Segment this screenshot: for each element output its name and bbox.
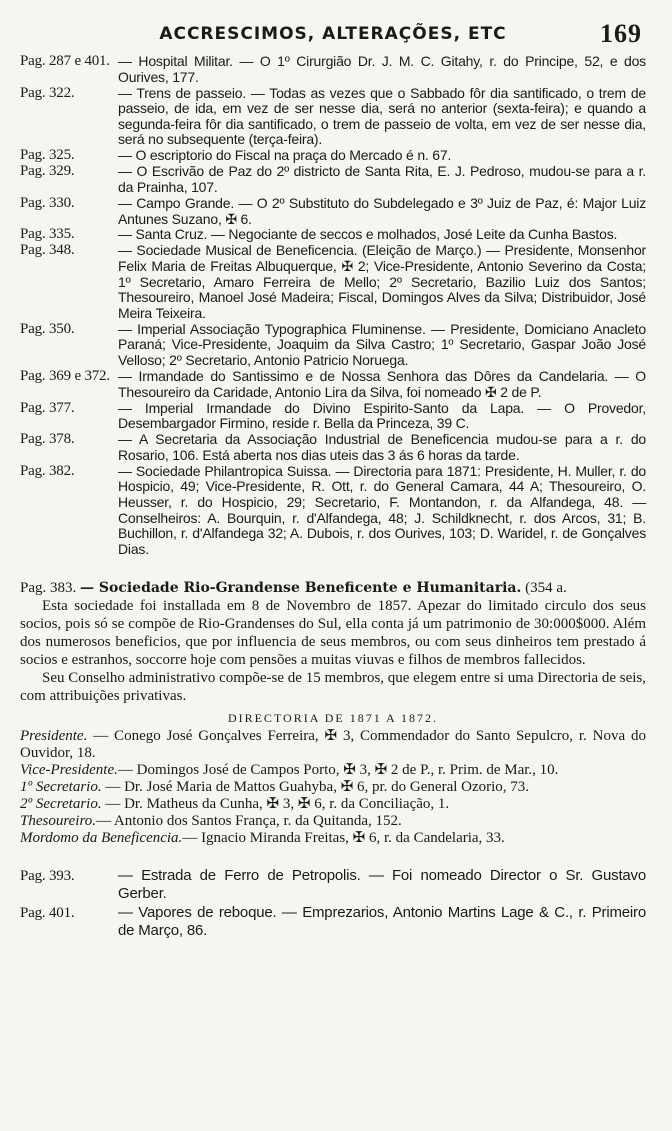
member-text: — Conego José Gonçalves Ferreira, ✠ 3, Commendador do Santo Sepulcro, r. Nova do Ouvidor, 18. [20,728,646,762]
member-text: — Domingos José de Campos Porto, ✠ 3, ✠ 2 de P., r. Prim. de Mar., 10. [117,762,559,779]
entry-ref: Pag. 350. [20,320,75,337]
entry [20,54,646,85]
member-role: Vice-Presidente. [20,762,118,779]
entry [20,148,646,164]
entry-text: — A Secretaria da Associação Industrial de Beneficencia mudou-se para a r. do Rosario, 106. Está aberta nos dias uteis das 3 ás 6 horas da tarde. [118,431,646,463]
society-ref: Pag. 383. [20,580,77,597]
entry-ref: Pag. 377. [20,399,75,416]
entry-text: — Hospital Militar. — O 1º Cirurgião Dr. J. M. C. Gitahy, r. do Principe, 52, e dos Ourives, 177. [118,53,646,85]
society-paragraph: Seu Conselho administrativo compõe-se de 15 membros, que elegem entre si uma Directoria de seis, com attribuições privativas. [20,670,647,705]
entry-text: — Sociedade Philantropica Suissa. — Directoria para 1871: Presidente, H. Muller, r. do Hospicio, 49; Vice-Presidente, R. Ott, r. do General Camara, 44 A; Thesoureiro, O. Heusser, r. do Hospicio, 29; Secretario, F. Montandon, r. da Alfandega, 48. — Conselheiros: A. Bourquin, r. d'Alfandega, 48; J. Schildknecht, r. dos Arcos, 31; B. Buchillon, r. d'Alfandega 32; A. Dubois, r. dos Ourives, 103; D. Waridel, r. de Gonçalves Dias. [118,462,646,557]
entry-text: — O Escrivão de Paz do 2º districto de Santa Rita, E. J. Pedroso, mudou-se para a r. da Prainha, 107. [118,163,646,195]
entry [20,432,646,463]
entries-list [20,54,646,557]
society-title: — Sociedade Rio-Grandense Beneficente e Humanitaria. [80,580,522,597]
society-heading [20,579,646,597]
member-role: 2º Secretario. [20,796,102,813]
entry-text: — Irmandade do Santissimo e de Nossa Senhora das Dôres da Candelaria. — O Thesoureiro da Caridade, Antonio Lira da Silva, foi nomeado ✠ 2 de P. [118,368,646,400]
member-text: — Antonio dos Santos França, r. da Quitanda, 152. [95,813,402,830]
entry [20,904,646,940]
entry-ref: Pag. 401. [20,904,75,921]
running-header [20,14,646,54]
entry [20,322,646,369]
member-text: — Dr. José Maria de Mattos Guahyba, ✠ 6, pr. do General Ozorio, 73. [105,779,530,796]
entry-text: — Estrada de Ferro de Petropolis. — Foi nomeado Director o Sr. Gustavo Gerber. [118,867,646,903]
tail-entries [20,867,646,939]
entry [20,243,646,321]
running-title: ACCRESCIMOS, ALTERAÇÕES, ETC [159,24,507,44]
member-role: Mordomo da Beneficencia. [20,830,183,847]
entry [20,86,646,148]
member-role: 1º Secretario. [20,779,102,796]
entry-ref: Pag. 335. [20,226,75,243]
member-text: — Ignacio Miranda Freitas, ✠ 6, r. da Candelaria, 33. [182,830,505,847]
member-role: Presidente. [20,728,88,745]
page [20,14,646,940]
entry-text: — Imperial Irmandade do Divino Espirito-Santo da Lapa. — O Provedor, Desembargador Firmino, reside r. Bella da Princeza, 39 C. [118,399,646,432]
directoria-list [20,728,646,847]
entry-ref: Pag. 287 e 401. [20,53,110,69]
entry-ref: Pag. 329. [20,163,75,180]
entry-text: — Sociedade Musical de Beneficencia. (Eleição de Março.) — Presidente, Monsenhor Felix Maria de Freitas Albuquerque, ✠ 2; Vice-Presidente, Antonio Severino da Costa; 1º Secretario, Amaro Ferreira de Mello; 2º Secretario, Bazilio Luiz dos Santos; Thesoureiro, Manoel José Madeira; Fiscal, Domingos Alves da Silva; Distribuidor, José Meira Teixeira. [118,242,646,321]
directoria-member [20,779,646,796]
directoria-member [20,830,646,847]
entry [20,401,646,432]
directoria-title: DIRECTORIA DE 1871 A 1872. [227,711,439,726]
entry-ref: Pag. 325. [20,147,75,164]
entry-ref: Pag. 330. [20,194,75,211]
entry [20,867,646,903]
entry [20,369,646,400]
entry-ref: Pag. 378. [20,431,75,448]
entry [20,464,646,558]
entry [20,164,646,195]
entry-ref: Pag. 393. [20,868,75,885]
member-text: — Dr. Matheus da Cunha, ✠ 3, ✠ 6, r. da Conciliação, 1. [105,796,450,813]
page-number: 169 [600,19,642,48]
entry-text: — Campo Grande. — O 2º Substituto do Subdelegado e 3º Juiz de Paz, é: Major Luiz Antunes Suzano, ✠ 6. [118,194,646,227]
entry-text: — Imperial Associação Typographica Fluminense. — Presidente, Domiciano Anacleto Paraná; Vice-Presidente, Joaquim da Silva Castro; 1º Secretario, Gaspar João José Velloso; 2º Secretario, Antonio Patricio Noruega. [118,320,646,369]
member-role: Thesoureiro. [20,813,96,830]
entry-text: — Trens de passeio. — Todas as vezes que o Sabbado fôr dia santificado, o trem de passeio, de ida, em vez de ser nesse dia, será no anterior (sexta-feira); e quando a segunda-feira fôr dia santificado, o trem de passeio de volta, em vez de ser nesse dia, será no subsequente (terça-feira). [118,84,646,148]
entry-text: — O escriptorio do Fiscal na praça do Mercado é n. 67. [118,147,452,164]
directoria-member [20,796,646,813]
society-address: (354 a. [525,580,567,597]
entry-ref: Pag. 322. [20,84,75,101]
directoria-member [20,762,646,779]
society-section [20,579,646,705]
entry-ref: Pag. 382. [20,462,75,479]
directoria-member [20,813,646,830]
entry-ref: Pag. 348. [20,242,75,259]
entry [20,227,646,243]
directoria-member [20,728,646,762]
entry-text: — Santa Cruz. — Negociante de seccos e molhados, José Leite da Cunha Bastos. [118,226,618,243]
entry-ref: Pag. 369 e 372. [20,368,110,384]
entry-text: — Vapores de reboque. — Emprezarios, Antonio Martins Lage & C., r. Primeiro de Março, 86. [118,903,646,939]
entry [20,196,646,227]
society-paragraph: Esta sociedade foi installada em 8 de Novembro de 1857. Apezar do limitado circulo dos seus socios, pois só se compõe de Rio-Grandenses do Sul, ella conta já um patrimonio de 30:000$000. Além dos numerosos beneficios, que por influencia de seus membros, ou com seus dinheiros tem prestado á socios e estranhos, soccorre hoje com pensões a muitas viuvas e filhos de membros fallecidos. [20,598,646,669]
